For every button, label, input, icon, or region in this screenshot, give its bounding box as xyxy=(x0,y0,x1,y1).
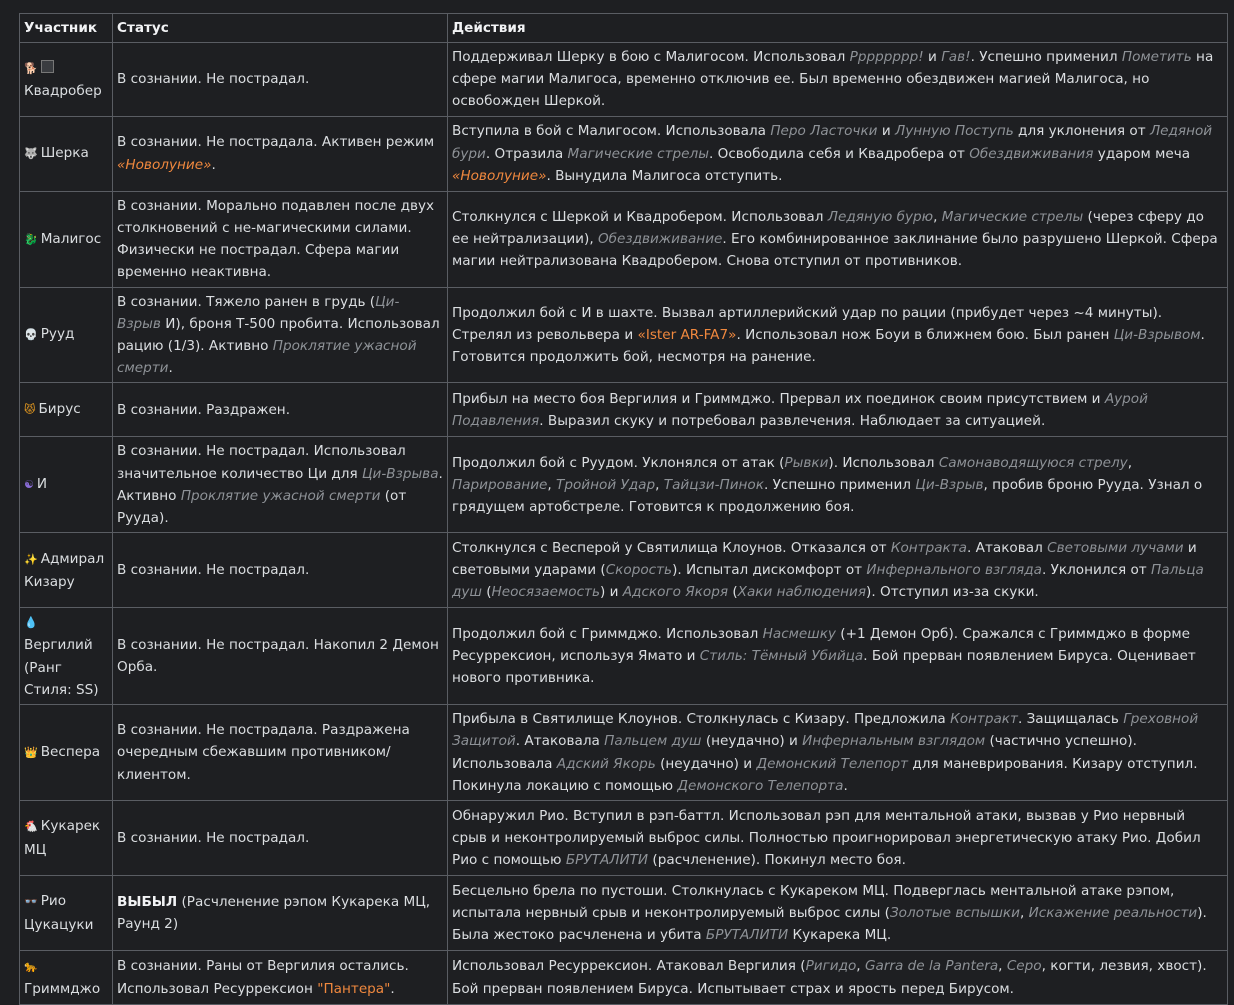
ability-name: Адский Якорь xyxy=(556,755,656,772)
text-span: Использовал Ресуррексион. Атаковал Вергилия ( xyxy=(452,958,806,975)
participant-name: Кукарек МЦ xyxy=(24,818,101,858)
text-span: Столкнулся с Шеркой и Квадробером. Использовал xyxy=(452,208,828,225)
text-span: . Успешно применил xyxy=(763,476,916,493)
ability-name: Насмешку xyxy=(762,625,836,642)
ability-name: Инфернального взгляда xyxy=(866,562,1042,579)
participant-emoji-icon: 🐆 xyxy=(24,959,38,973)
header-row xyxy=(20,14,1228,43)
participant-cell xyxy=(20,287,113,383)
text-span: , xyxy=(933,208,942,225)
text-span: (Расчленение рэпом Кукарека МЦ, Раунд 2) xyxy=(117,893,431,933)
participant-name: Адмирал Кизару xyxy=(24,550,105,590)
ability-name: Золотые вспышки xyxy=(889,904,1020,921)
text-span: (расчленение). Покинул место боя. xyxy=(648,852,906,869)
participant-cell xyxy=(20,191,113,287)
ability-name: Аурой Подавления xyxy=(452,390,1148,429)
text-span: . Уклонился от xyxy=(1041,562,1152,579)
text-span: . Вынудила Малигоса отступить. xyxy=(546,167,783,184)
participant-cell xyxy=(20,951,113,1005)
participant-cell xyxy=(20,437,113,533)
ability-name: Проклятие ужасной смерти xyxy=(180,487,381,504)
participant-emoji-icon: 🐕 xyxy=(24,61,38,75)
ability-name: Ци-Взрывом xyxy=(1113,326,1201,343)
participant-cell xyxy=(20,116,113,191)
ability-name: Ци-Взрыва xyxy=(361,465,439,482)
table-row xyxy=(20,801,1228,876)
text-span: В сознании. Морально подавлен после двух столкновений с не-магическими силами. Физически не пострадал. Сфера магии временно неактивна. xyxy=(117,197,435,281)
text-span: . Успешно применил xyxy=(970,49,1122,65)
ability-name: Серо xyxy=(1006,958,1042,975)
text-span: , xyxy=(856,958,865,975)
ability-name: Garra de la Pantera xyxy=(864,958,999,975)
text-span: В сознании. Не пострадал. Накопил 2 Демон Орба. xyxy=(117,636,439,676)
text-span: . Выразил скуку и потребовал развлечения. Наблюдает за ситуацией. xyxy=(539,412,1046,429)
square-icon xyxy=(41,60,54,73)
table-body xyxy=(20,43,1228,1005)
ability-name: Пальца душ xyxy=(452,562,1204,601)
text-span: для маневрирования. Кизару отступил. Покинула локацию с помощью xyxy=(452,755,1198,794)
text-span: В сознании. Не пострадал. xyxy=(117,71,310,88)
text-span: . Освободила себя и Квадробера от xyxy=(708,145,970,162)
ability-name: Пометить xyxy=(1121,49,1192,65)
table-row xyxy=(20,116,1228,191)
text-span: (неудачно) и xyxy=(655,755,757,772)
text-span: . Использовал нож Боуи в ближнем бою. Был ранен xyxy=(736,326,1114,343)
table-row xyxy=(20,705,1228,801)
participant-cell xyxy=(20,43,113,117)
participant-emoji-icon: ☯ xyxy=(24,478,34,492)
ability-name: Тайцзи-Пинок xyxy=(663,476,764,493)
ability-name: Ледяную бурю xyxy=(827,208,934,225)
actions-cell xyxy=(448,705,1228,801)
ability-name: БРУТАЛИТИ xyxy=(565,852,649,869)
participant-name: Малигос xyxy=(40,230,102,247)
battle-status-table xyxy=(19,13,1228,1005)
status-cell xyxy=(113,437,448,533)
status-cell xyxy=(113,383,448,437)
ability-name: Греховной Защитой xyxy=(452,711,1199,750)
table-row xyxy=(20,43,1228,117)
ability-name: Обездвиживания xyxy=(969,145,1094,162)
text-span: Продолжил бой с Руудом. Уклонялся от атак ( xyxy=(452,454,785,471)
highlight-text: «Ister AR-FA7» xyxy=(637,326,737,343)
text-span: Бесцельно брела по пустоши. Столкнулась с Кукареком МЦ. Подверглась ментальной атаке рэпом, испытала нервный срыв и неконтролируемый выброс силы ( xyxy=(452,882,1175,921)
participant-cell xyxy=(20,705,113,801)
ability-name: Хаки наблюдения xyxy=(737,584,867,601)
ability-name: Самонаводящуюся стрелу xyxy=(938,454,1128,471)
header-status: Статус xyxy=(113,14,448,43)
text-span: на сфере магии Малигоса, временно отключив ее. Был временно обездвижен магией Малигоса, но освобожден Шеркой. xyxy=(452,49,1214,110)
text-span: Обнаружил Рио. Вступил в рэп-баттл. Использовал рэп для ментальной атаки, вызвав у Рио нервный срыв и неконтролируемый выброс силы. Полностью проигнорировал энергетическую атаку Рио. Добил Рио с помощью xyxy=(452,807,1201,869)
text-span: В сознании. Не пострадал. xyxy=(117,829,310,846)
text-span: Поддерживал Шерку в бою с Малигосом. Использовал xyxy=(452,49,850,65)
participant-emoji-icon: 😾 xyxy=(24,403,36,417)
text-span: , когти, лезвия, хвост). Бой прерван появлением Бируса. Испытывает страх и ярость перед Бирусом. xyxy=(452,958,1207,997)
ability-name: Рывки xyxy=(784,454,829,471)
text-span: . Атаковала xyxy=(515,733,605,750)
text-span: , xyxy=(1019,904,1029,921)
ability-name: Лунную Поступь xyxy=(895,123,1014,140)
participant-emoji-icon: 🐺 xyxy=(24,147,38,160)
actions-cell xyxy=(448,951,1228,1005)
actions-cell xyxy=(448,608,1228,705)
text-span: В сознании. Раздражен. xyxy=(117,401,291,418)
text-span: Вступила в бой с Малигосом. Использовала xyxy=(452,123,771,140)
ability-name: Ригидо xyxy=(805,958,857,975)
ability-name: Стиль: Тёмный Убийца xyxy=(699,648,864,665)
text-span: (частично успешно). Использовала xyxy=(452,733,1137,772)
highlight-text: «Новолуние» xyxy=(452,167,547,184)
participant-emoji-icon: ✨ xyxy=(24,552,38,566)
text-span: ( xyxy=(481,584,492,601)
participant-emoji-icon: 💧 xyxy=(24,616,38,630)
status-cell xyxy=(113,705,448,801)
text-span: . xyxy=(843,777,848,794)
status-cell xyxy=(113,951,448,1005)
text-span: , пробив броню Рууда. Узнал о грядущем артобстреле. Готовится к продолжению боя. xyxy=(452,476,1203,515)
ability-name: Ледяной бури xyxy=(452,123,1213,162)
text-span: Столкнулся с Весперой у Святилища Клоунов. Отказался от xyxy=(452,539,891,556)
text-span: и световыми ударами ( xyxy=(452,539,1197,579)
participant-name: Гриммджо xyxy=(24,981,101,998)
ability-name: Демонский Телепорт xyxy=(756,755,909,772)
text-span: В сознании. Не пострадала. Активен режим xyxy=(117,134,435,151)
ability-name: Проклятие ужасной смерти xyxy=(117,338,417,377)
text-span: В сознании. Не пострадала. Раздражена очередным сбежавшим противником/клиентом. xyxy=(117,722,410,783)
ability-name: Адского Якоря xyxy=(622,584,729,601)
participant-name: Рио Цукацуки xyxy=(24,893,94,933)
participant-cell xyxy=(20,533,113,608)
highlight-text: "Пантера" xyxy=(317,980,391,997)
participant-emoji-icon: 🐉 xyxy=(24,232,38,246)
actions-cell xyxy=(448,191,1228,287)
table-row xyxy=(20,876,1228,951)
text-span: . Защищалась xyxy=(1017,711,1124,728)
participant-name: Квадробер xyxy=(24,82,102,99)
participant-emoji-icon: 🐔 xyxy=(24,820,38,834)
participant-emoji-icon: 👑 xyxy=(24,745,38,759)
text-span: , xyxy=(998,958,1007,975)
text-span: . xyxy=(168,360,173,377)
table-row xyxy=(20,437,1228,533)
ability-name: БРУТАЛИТИ xyxy=(705,927,789,944)
participant-emoji-icon: 💀 xyxy=(24,328,38,342)
participant-emoji-icon: 👓 xyxy=(24,895,38,909)
status-cell xyxy=(113,876,448,951)
text-span: В сознании. Не пострадал. xyxy=(117,562,310,579)
bold-text: ВЫБЫЛ xyxy=(117,893,178,910)
participant-name: И xyxy=(36,476,48,493)
text-span: . Бой прерван появлением Бируса. Оценивает нового противника. xyxy=(452,648,1196,687)
ability-name: Контракт xyxy=(950,711,1018,728)
text-span: ) и xyxy=(599,584,623,601)
ability-name: Скорость xyxy=(605,562,673,579)
status-cell xyxy=(113,608,448,705)
table-row xyxy=(20,383,1228,437)
text-span: . xyxy=(390,980,395,997)
ability-name: Неосязаемость xyxy=(491,584,600,601)
status-cell xyxy=(113,43,448,117)
actions-cell xyxy=(448,437,1228,533)
participant-cell xyxy=(20,876,113,951)
ability-name: Парирование xyxy=(452,476,548,493)
text-span: (через сферу до ее нейтрализации), xyxy=(452,208,1204,247)
ability-name: Контракта xyxy=(890,539,968,556)
table-row xyxy=(20,287,1228,383)
ability-name: Перо Ласточки xyxy=(770,123,878,140)
ability-name: Демонского Телепорта xyxy=(677,777,844,794)
text-span: , xyxy=(655,476,664,493)
text-span: В сознании. Раны от Вергилия остались. Использовал Ресуррексион xyxy=(117,958,409,997)
header-actions: Действия xyxy=(448,14,1228,43)
actions-cell xyxy=(448,43,1228,117)
ability-name: Пальцем душ xyxy=(604,733,702,750)
text-span: Продолжил бой с Гриммджо. Использовал xyxy=(452,625,763,642)
text-span: . Отразила xyxy=(485,145,568,162)
ability-name: Ци-Взрыв xyxy=(915,476,984,493)
text-span: Прибыл на место боя Вергилия и Гриммджо. Прервал их поединок своим присутствием и xyxy=(452,390,1105,407)
highlight-text: «Новолуние» xyxy=(117,156,212,173)
ability-name: Рррррррр! xyxy=(849,49,924,65)
actions-cell xyxy=(448,876,1228,951)
text-span: . xyxy=(211,156,216,173)
text-span: И), броня Т-500 пробита. Использовал рацию (1/3). Активно xyxy=(117,315,440,355)
text-span: Продолжил бой с И в шахте. Вызвал артиллерийский удар по рации (прибудет через ~4 минуты). Стрелял из револьвера и xyxy=(452,304,1163,343)
text-span: В сознании. Не пострадал. Использовал значительное количество Ци для xyxy=(117,443,406,482)
text-span: , xyxy=(547,476,557,493)
text-span: ударом меча xyxy=(1093,145,1191,162)
participant-name: Рууд xyxy=(40,326,75,343)
ability-name: Инфернальным взглядом xyxy=(802,733,986,750)
table-row xyxy=(20,951,1228,1005)
status-cell xyxy=(113,287,448,383)
actions-cell xyxy=(448,801,1228,876)
ability-name: Световыми лучами xyxy=(1047,539,1184,556)
text-span: В сознании. Тяжело ранен в грудь ( xyxy=(117,293,376,310)
status-cell xyxy=(113,533,448,608)
actions-cell xyxy=(448,116,1228,191)
text-span: ). Испытал дискомфорт от xyxy=(672,562,867,579)
text-span: (+1 Демон Орб). Сражался с Гриммджо в форме Ресуррексион, используя Ямато и xyxy=(452,625,1190,665)
text-span: ). Использовал xyxy=(828,454,939,471)
text-span: для уклонения от xyxy=(1013,123,1150,140)
text-span: ( xyxy=(728,584,738,601)
ability-name: Гав! xyxy=(941,49,971,65)
header-participant: Участник xyxy=(20,14,113,43)
text-span: . Активно xyxy=(117,465,443,504)
ability-name: Искажение реальности xyxy=(1028,904,1198,921)
ability-name: Магические стрелы xyxy=(567,145,709,162)
text-span: ). Была жестоко расчленена и убита xyxy=(452,904,1207,944)
text-span: (неудачно) и xyxy=(701,733,803,750)
status-cell xyxy=(113,191,448,287)
ability-name: Тройной Удар xyxy=(556,476,656,493)
status-cell xyxy=(113,116,448,191)
text-span: , xyxy=(1127,454,1133,471)
text-span: (от Рууда). xyxy=(117,487,407,527)
ability-name: Ци-Взрыв xyxy=(117,293,400,332)
participant-name: Вергилий (Ранг Стиля: SS) xyxy=(24,637,99,698)
actions-cell xyxy=(448,383,1228,437)
text-span: Прибыла в Святилище Клоунов. Столкнулась с Кизару. Предложила xyxy=(452,711,951,728)
participant-cell xyxy=(20,608,113,705)
table-row xyxy=(20,533,1228,608)
text-span: . Готовится продолжить бой, несмотря на ранение. xyxy=(452,326,1205,366)
text-span: Кукарека МЦ. xyxy=(788,927,892,944)
actions-cell xyxy=(448,533,1228,608)
table-row xyxy=(20,191,1228,287)
text-span: . Его комбинированное заклинание было разрушено Шеркой. Сфера магии нейтрализована Квадробером. Снова отступил от противников. xyxy=(452,231,1218,270)
participant-cell xyxy=(20,801,113,876)
text-span: и xyxy=(877,123,895,140)
actions-cell xyxy=(448,287,1228,383)
ability-name: Магические стрелы xyxy=(941,208,1084,225)
participant-name: Бирус xyxy=(38,401,81,418)
text-span: ). Отступил из-за скуки. xyxy=(866,584,1039,601)
participant-name: Веспера xyxy=(40,743,101,760)
table-row xyxy=(20,608,1228,705)
participant-cell xyxy=(20,383,113,437)
participant-name: Шерка xyxy=(40,145,89,161)
text-span: и xyxy=(923,49,942,65)
ability-name: Обездвиживание xyxy=(597,231,723,247)
text-span: . Атаковал xyxy=(967,539,1048,556)
status-cell xyxy=(113,801,448,876)
